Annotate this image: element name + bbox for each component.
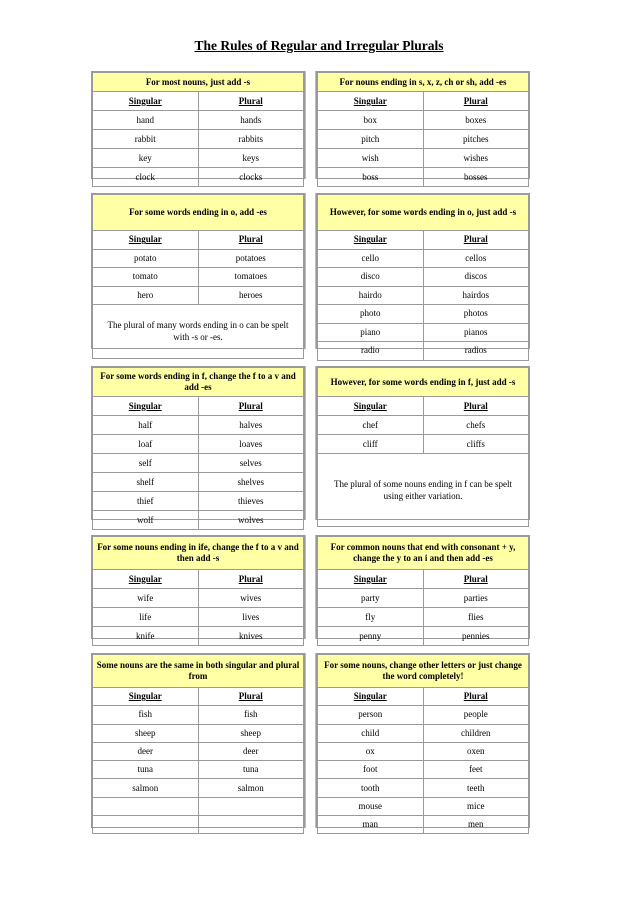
rule-table bbox=[92, 194, 304, 359]
page-title: The Rules of Regular and Irregular Plurals bbox=[194, 38, 444, 53]
plural-cell: pennies bbox=[423, 627, 529, 646]
plural-column-header: Plural bbox=[198, 397, 304, 416]
singular-cell: tooth bbox=[318, 779, 424, 797]
rule-section bbox=[91, 366, 532, 525]
rule-table bbox=[317, 194, 529, 361]
singular-cell: piano bbox=[318, 323, 424, 342]
singular-cell: party bbox=[318, 589, 424, 608]
plural-cell: loaves bbox=[198, 435, 304, 454]
plural-column-header: Plural bbox=[198, 688, 304, 706]
rule-header-row bbox=[93, 537, 304, 570]
table-row bbox=[318, 249, 529, 268]
table-row bbox=[318, 323, 529, 342]
singular-cell: hand bbox=[93, 111, 199, 130]
plural-column-header: Plural bbox=[423, 92, 529, 111]
table-row bbox=[318, 589, 529, 608]
singular-column-header: Singular bbox=[318, 231, 424, 250]
rule-table bbox=[92, 654, 304, 834]
column-header-row bbox=[318, 397, 529, 416]
table-row bbox=[93, 286, 304, 305]
singular-cell: thief bbox=[93, 492, 199, 511]
singular-cell: deer bbox=[93, 742, 199, 760]
table-row bbox=[93, 627, 304, 646]
rule-table bbox=[92, 367, 304, 530]
singular-cell bbox=[93, 816, 199, 834]
table-row bbox=[93, 130, 304, 149]
plural-cell: children bbox=[423, 724, 529, 742]
table-row bbox=[93, 454, 304, 473]
singular-cell: chef bbox=[318, 416, 424, 435]
plural-cell: discos bbox=[423, 268, 529, 287]
rule-table bbox=[317, 536, 529, 646]
singular-cell: hero bbox=[93, 286, 199, 305]
plural-cell: tomatoes bbox=[198, 268, 304, 287]
rule-panel-left bbox=[91, 71, 305, 182]
table-row bbox=[93, 435, 304, 454]
section-divider bbox=[305, 366, 316, 520]
rule-panel-left bbox=[91, 366, 305, 525]
singular-cell: disco bbox=[318, 268, 424, 287]
singular-cell: box bbox=[318, 111, 424, 130]
singular-cell: penny bbox=[318, 627, 424, 646]
table-row bbox=[93, 168, 304, 187]
plural-cell: sheep bbox=[198, 724, 304, 742]
rule-header-row bbox=[93, 73, 304, 92]
singular-cell: key bbox=[93, 149, 199, 168]
rule-header-row bbox=[93, 655, 304, 688]
singular-column-header: Singular bbox=[93, 92, 199, 111]
singular-cell: man bbox=[318, 816, 424, 834]
rule-section bbox=[91, 535, 532, 639]
plural-cell: potatoes bbox=[198, 249, 304, 268]
plural-cell: chefs bbox=[423, 416, 529, 435]
table-row bbox=[93, 779, 304, 797]
rule-panel-right bbox=[316, 193, 530, 356]
singular-column-header: Singular bbox=[93, 570, 199, 589]
rule-table bbox=[317, 367, 529, 527]
singular-column-header: Singular bbox=[93, 688, 199, 706]
table-row bbox=[318, 779, 529, 797]
rule-panel-right bbox=[316, 366, 530, 520]
section-divider bbox=[305, 535, 316, 639]
singular-cell: clock bbox=[93, 168, 199, 187]
plural-cell: wishes bbox=[423, 149, 529, 168]
table-row bbox=[318, 342, 529, 361]
rule-note: The plural of many words ending in o can be spelt with -s or -es. bbox=[93, 305, 304, 359]
column-header-row bbox=[318, 92, 529, 111]
plural-column-header: Plural bbox=[423, 397, 529, 416]
singular-cell: fish bbox=[93, 706, 199, 724]
plural-cell: salmon bbox=[198, 779, 304, 797]
table-row bbox=[318, 305, 529, 324]
singular-column-header: Singular bbox=[93, 231, 199, 250]
plural-cell: photos bbox=[423, 305, 529, 324]
rule-header: For nouns ending in s, x, z, ch or sh, add -es bbox=[318, 73, 529, 92]
table-row bbox=[318, 130, 529, 149]
rule-header: However, for some words ending in f, just add -s bbox=[318, 368, 529, 397]
singular-cell: photo bbox=[318, 305, 424, 324]
plural-column-header: Plural bbox=[423, 688, 529, 706]
plural-cell: wolves bbox=[198, 511, 304, 530]
plural-cell: lives bbox=[198, 608, 304, 627]
table-row bbox=[318, 761, 529, 779]
table-row bbox=[318, 111, 529, 130]
singular-cell: mouse bbox=[318, 797, 424, 815]
plural-cell: oxen bbox=[423, 742, 529, 760]
table-row bbox=[318, 268, 529, 287]
plural-column-header: Plural bbox=[198, 570, 304, 589]
plural-cell: thieves bbox=[198, 492, 304, 511]
plural-cell: radios bbox=[423, 342, 529, 361]
singular-cell: potato bbox=[93, 249, 199, 268]
singular-cell: salmon bbox=[93, 779, 199, 797]
rule-table bbox=[317, 72, 529, 187]
rule-header: However, for some words ending in o, just add -s bbox=[318, 195, 529, 231]
plural-cell bbox=[198, 797, 304, 815]
rule-header-row bbox=[93, 195, 304, 231]
rule-header: For common nouns that end with consonant + y, change the y to an i and then add -es bbox=[318, 537, 529, 570]
singular-cell: radio bbox=[318, 342, 424, 361]
table-row bbox=[93, 492, 304, 511]
singular-cell: cello bbox=[318, 249, 424, 268]
note-row bbox=[318, 454, 529, 527]
rule-section bbox=[91, 653, 532, 828]
plural-cell: rabbits bbox=[198, 130, 304, 149]
singular-cell: foot bbox=[318, 761, 424, 779]
table-row bbox=[93, 816, 304, 834]
singular-cell: child bbox=[318, 724, 424, 742]
rule-header-row bbox=[318, 73, 529, 92]
plural-column-header: Plural bbox=[198, 92, 304, 111]
rule-header-row bbox=[318, 655, 529, 688]
column-header-row bbox=[93, 231, 304, 250]
plural-cell: men bbox=[423, 816, 529, 834]
singular-cell: hairdo bbox=[318, 286, 424, 305]
rule-section bbox=[91, 193, 532, 356]
rule-panel-right bbox=[316, 653, 530, 828]
singular-column-header: Singular bbox=[318, 688, 424, 706]
column-header-row bbox=[318, 231, 529, 250]
plural-cell: parties bbox=[423, 589, 529, 608]
column-header-row bbox=[93, 92, 304, 111]
plural-cell: keys bbox=[198, 149, 304, 168]
plural-cell: deer bbox=[198, 742, 304, 760]
plural-cell bbox=[198, 816, 304, 834]
table-row bbox=[318, 742, 529, 760]
plural-cell: feet bbox=[423, 761, 529, 779]
note-row bbox=[93, 305, 304, 359]
column-header-row bbox=[93, 688, 304, 706]
table-row bbox=[93, 149, 304, 168]
plural-column-header: Plural bbox=[423, 231, 529, 250]
rule-header: For some words ending in o, add -es bbox=[93, 195, 304, 231]
table-row bbox=[318, 286, 529, 305]
rule-panel-left bbox=[91, 653, 305, 828]
table-row bbox=[318, 168, 529, 187]
table-row bbox=[93, 797, 304, 815]
table-row bbox=[318, 608, 529, 627]
rule-header: For some nouns, change other letters or just change the word completely! bbox=[318, 655, 529, 688]
rule-table bbox=[92, 72, 304, 187]
singular-cell: half bbox=[93, 416, 199, 435]
singular-cell: sheep bbox=[93, 724, 199, 742]
singular-cell: tomato bbox=[93, 268, 199, 287]
table-row bbox=[93, 589, 304, 608]
rule-panel-left bbox=[91, 193, 305, 349]
plural-cell: mice bbox=[423, 797, 529, 815]
rule-panel-left bbox=[91, 535, 305, 639]
rule-header: Some nouns are the same in both singular and plural from bbox=[93, 655, 304, 688]
plural-cell: cliffs bbox=[423, 435, 529, 454]
section-divider bbox=[305, 193, 316, 349]
rule-table bbox=[92, 536, 304, 646]
table-row bbox=[93, 416, 304, 435]
plural-cell: boxes bbox=[423, 111, 529, 130]
table-row bbox=[318, 435, 529, 454]
rule-header: For some nouns ending in ife, change the f to a v and then add -s bbox=[93, 537, 304, 570]
singular-cell: tuna bbox=[93, 761, 199, 779]
singular-column-header: Singular bbox=[318, 570, 424, 589]
rule-panel-right bbox=[316, 71, 530, 182]
table-row bbox=[318, 416, 529, 435]
table-row bbox=[318, 816, 529, 834]
singular-cell: knife bbox=[93, 627, 199, 646]
plural-cell: tuna bbox=[198, 761, 304, 779]
singular-cell: wife bbox=[93, 589, 199, 608]
table-row bbox=[93, 608, 304, 627]
rule-header: For some words ending in f, change the f to a v and add -es bbox=[93, 368, 304, 397]
singular-cell: self bbox=[93, 454, 199, 473]
table-row bbox=[93, 706, 304, 724]
plural-cell: people bbox=[423, 706, 529, 724]
column-header-row bbox=[93, 570, 304, 589]
singular-cell: rabbit bbox=[93, 130, 199, 149]
rule-section bbox=[91, 71, 532, 182]
plural-cell: selves bbox=[198, 454, 304, 473]
table-row bbox=[93, 268, 304, 287]
table-row bbox=[318, 724, 529, 742]
rule-header-row bbox=[318, 195, 529, 231]
rule-header-row bbox=[93, 368, 304, 397]
singular-cell: life bbox=[93, 608, 199, 627]
table-row bbox=[93, 473, 304, 492]
plural-cell: shelves bbox=[198, 473, 304, 492]
singular-cell: loaf bbox=[93, 435, 199, 454]
rule-header: For most nouns, just add -s bbox=[93, 73, 304, 92]
singular-cell: person bbox=[318, 706, 424, 724]
plural-cell: cellos bbox=[423, 249, 529, 268]
table-row bbox=[93, 249, 304, 268]
singular-cell: pitch bbox=[318, 130, 424, 149]
singular-cell: shelf bbox=[93, 473, 199, 492]
plural-cell: fish bbox=[198, 706, 304, 724]
plural-cell: heroes bbox=[198, 286, 304, 305]
plural-cell: hands bbox=[198, 111, 304, 130]
table-row bbox=[318, 149, 529, 168]
plural-cell: flies bbox=[423, 608, 529, 627]
singular-cell: cliff bbox=[318, 435, 424, 454]
plural-column-header: Plural bbox=[198, 231, 304, 250]
rule-header-row bbox=[318, 368, 529, 397]
plural-cell: pianos bbox=[423, 323, 529, 342]
table-row bbox=[93, 111, 304, 130]
section-divider bbox=[305, 71, 316, 179]
plural-cell: teeth bbox=[423, 779, 529, 797]
plural-cell: pitches bbox=[423, 130, 529, 149]
plural-cell: wives bbox=[198, 589, 304, 608]
table-row bbox=[318, 706, 529, 724]
section-divider bbox=[305, 653, 316, 828]
rule-table bbox=[317, 654, 529, 834]
singular-cell bbox=[93, 797, 199, 815]
column-header-row bbox=[93, 397, 304, 416]
table-row bbox=[318, 797, 529, 815]
singular-cell: wolf bbox=[93, 511, 199, 530]
table-row bbox=[93, 511, 304, 530]
singular-column-header: Singular bbox=[93, 397, 199, 416]
singular-cell: wish bbox=[318, 149, 424, 168]
plural-cell: bosses bbox=[423, 168, 529, 187]
plural-cell: knives bbox=[198, 627, 304, 646]
column-header-row bbox=[318, 570, 529, 589]
singular-cell: boss bbox=[318, 168, 424, 187]
singular-column-header: Singular bbox=[318, 92, 424, 111]
plural-cell: halves bbox=[198, 416, 304, 435]
rule-note: The plural of some nouns ending in f can be spelt using either variation. bbox=[318, 454, 529, 527]
singular-column-header: Singular bbox=[318, 397, 424, 416]
table-row bbox=[93, 742, 304, 760]
rule-panel-right bbox=[316, 535, 530, 639]
column-header-row bbox=[318, 688, 529, 706]
plural-cell: clocks bbox=[198, 168, 304, 187]
plural-cell: hairdos bbox=[423, 286, 529, 305]
table-row bbox=[93, 761, 304, 779]
plural-column-header: Plural bbox=[423, 570, 529, 589]
table-row bbox=[93, 724, 304, 742]
rule-header-row bbox=[318, 537, 529, 570]
singular-cell: ox bbox=[318, 742, 424, 760]
singular-cell: fly bbox=[318, 608, 424, 627]
table-row bbox=[318, 627, 529, 646]
